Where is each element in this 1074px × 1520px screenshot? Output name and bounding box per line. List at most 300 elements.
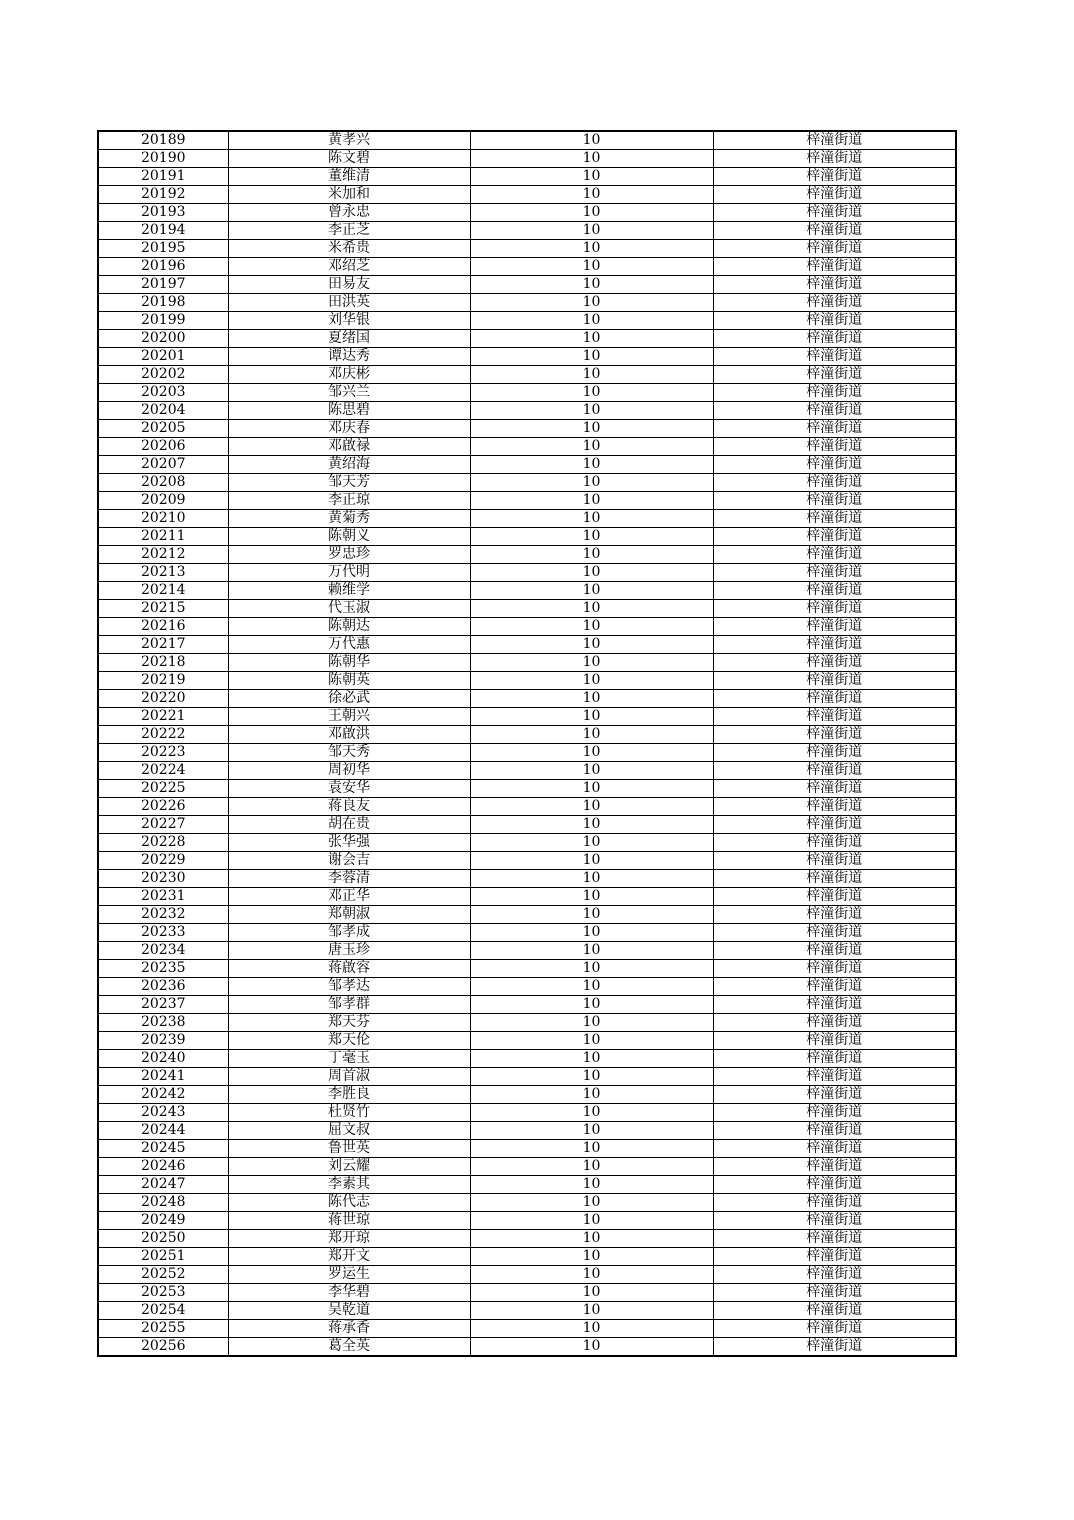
street-cell: 梓潼街道 (713, 636, 956, 654)
table-row (98, 1086, 956, 1104)
table-row (98, 798, 956, 816)
row-number-cell: 20223 (98, 744, 228, 762)
table-row (98, 438, 956, 456)
table-row (98, 1104, 956, 1122)
amount-cell: 10 (470, 780, 713, 798)
row-number-cell: 20235 (98, 960, 228, 978)
table-row (98, 600, 956, 618)
amount-cell: 10 (470, 131, 713, 150)
name-cell: 邓绍芝 (228, 258, 470, 276)
street-cell: 梓潼街道 (713, 546, 956, 564)
name-cell: 徐必武 (228, 690, 470, 708)
table-row (98, 780, 956, 798)
street-cell: 梓潼街道 (713, 906, 956, 924)
name-cell: 田洪英 (228, 294, 470, 312)
name-cell: 袁安华 (228, 780, 470, 798)
row-number-cell: 20190 (98, 150, 228, 168)
row-number-cell: 20238 (98, 1014, 228, 1032)
table-row (98, 1140, 956, 1158)
table-row (98, 654, 956, 672)
street-cell: 梓潼街道 (713, 204, 956, 222)
amount-cell: 10 (470, 636, 713, 654)
name-cell: 夏绪国 (228, 330, 470, 348)
row-number-cell: 20212 (98, 546, 228, 564)
table-row (98, 942, 956, 960)
row-number-cell: 20209 (98, 492, 228, 510)
table-row (98, 510, 956, 528)
amount-cell: 10 (470, 942, 713, 960)
table-row (98, 312, 956, 330)
table-row (98, 1320, 956, 1338)
name-cell: 邓啟禄 (228, 438, 470, 456)
amount-cell: 10 (470, 258, 713, 276)
street-cell: 梓潼街道 (713, 744, 956, 762)
amount-cell: 10 (470, 1266, 713, 1284)
amount-cell: 10 (470, 1122, 713, 1140)
table-row (98, 222, 956, 240)
name-cell: 张华强 (228, 834, 470, 852)
amount-cell: 10 (470, 1014, 713, 1032)
table-row (98, 204, 956, 222)
table-row (98, 1302, 956, 1320)
table-row (98, 168, 956, 186)
name-cell: 李华碧 (228, 1284, 470, 1302)
amount-cell: 10 (470, 276, 713, 294)
row-number-cell: 20254 (98, 1302, 228, 1320)
amount-cell: 10 (470, 312, 713, 330)
amount-cell: 10 (470, 492, 713, 510)
table-row (98, 276, 956, 294)
table-row (98, 528, 956, 546)
amount-cell: 10 (470, 852, 713, 870)
amount-cell: 10 (470, 150, 713, 168)
amount-cell: 10 (470, 1158, 713, 1176)
street-cell: 梓潼街道 (713, 654, 956, 672)
street-cell: 梓潼街道 (713, 384, 956, 402)
name-cell: 唐玉珍 (228, 942, 470, 960)
row-number-cell: 20246 (98, 1158, 228, 1176)
table-row (98, 708, 956, 726)
amount-cell: 10 (470, 1302, 713, 1320)
name-cell: 邹孝群 (228, 996, 470, 1014)
row-number-cell: 20191 (98, 168, 228, 186)
amount-cell: 10 (470, 744, 713, 762)
street-cell: 梓潼街道 (713, 978, 956, 996)
name-cell: 陈朝华 (228, 654, 470, 672)
name-cell: 黄孝兴 (228, 131, 470, 150)
row-number-cell: 20199 (98, 312, 228, 330)
table-row (98, 834, 956, 852)
name-cell: 罗运生 (228, 1266, 470, 1284)
amount-cell: 10 (470, 618, 713, 636)
name-cell: 谭达秀 (228, 348, 470, 366)
amount-cell: 10 (470, 348, 713, 366)
table-row (98, 1194, 956, 1212)
amount-cell: 10 (470, 600, 713, 618)
street-cell: 梓潼街道 (713, 924, 956, 942)
amount-cell: 10 (470, 924, 713, 942)
row-number-cell: 20211 (98, 528, 228, 546)
name-cell: 万代惠 (228, 636, 470, 654)
row-number-cell: 20234 (98, 942, 228, 960)
table-row (98, 474, 956, 492)
name-cell: 李素其 (228, 1176, 470, 1194)
table-row (98, 1248, 956, 1266)
row-number-cell: 20203 (98, 384, 228, 402)
name-cell: 屈文叔 (228, 1122, 470, 1140)
row-number-cell: 20220 (98, 690, 228, 708)
amount-cell: 10 (470, 1194, 713, 1212)
table-row (98, 330, 956, 348)
street-cell: 梓潼街道 (713, 150, 956, 168)
row-number-cell: 20208 (98, 474, 228, 492)
name-cell: 罗忠珍 (228, 546, 470, 564)
amount-cell: 10 (470, 1338, 713, 1357)
table-row (98, 906, 956, 924)
amount-cell: 10 (470, 168, 713, 186)
amount-cell: 10 (470, 978, 713, 996)
table-row (98, 420, 956, 438)
street-cell: 梓潼街道 (713, 708, 956, 726)
table-row (98, 186, 956, 204)
table-row (98, 150, 956, 168)
name-cell: 周初华 (228, 762, 470, 780)
amount-cell: 10 (470, 1086, 713, 1104)
street-cell: 梓潼街道 (713, 1032, 956, 1050)
row-number-cell: 20256 (98, 1338, 228, 1357)
row-number-cell: 20241 (98, 1068, 228, 1086)
street-cell: 梓潼街道 (713, 582, 956, 600)
row-number-cell: 20242 (98, 1086, 228, 1104)
row-number-cell: 20200 (98, 330, 228, 348)
street-cell: 梓潼街道 (713, 456, 956, 474)
street-cell: 梓潼街道 (713, 294, 956, 312)
street-cell: 梓潼街道 (713, 834, 956, 852)
row-number-cell: 20196 (98, 258, 228, 276)
table-row (98, 258, 956, 276)
table-row (98, 402, 956, 420)
amount-cell: 10 (470, 690, 713, 708)
amount-cell: 10 (470, 816, 713, 834)
table-row (98, 1338, 956, 1357)
name-cell: 邓庆彬 (228, 366, 470, 384)
name-cell: 胡在贵 (228, 816, 470, 834)
row-number-cell: 20195 (98, 240, 228, 258)
table-row (98, 870, 956, 888)
name-cell: 邓正华 (228, 888, 470, 906)
amount-cell: 10 (470, 456, 713, 474)
row-number-cell: 20217 (98, 636, 228, 654)
row-number-cell: 20192 (98, 186, 228, 204)
row-number-cell: 20216 (98, 618, 228, 636)
street-cell: 梓潼街道 (713, 222, 956, 240)
roster-table-body (98, 131, 956, 1356)
table-row (98, 1176, 956, 1194)
name-cell: 李正芝 (228, 222, 470, 240)
row-number-cell: 20202 (98, 366, 228, 384)
table-row (98, 384, 956, 402)
street-cell: 梓潼街道 (713, 492, 956, 510)
row-number-cell: 20252 (98, 1266, 228, 1284)
name-cell: 李胜良 (228, 1086, 470, 1104)
amount-cell: 10 (470, 1320, 713, 1338)
amount-cell: 10 (470, 528, 713, 546)
name-cell: 邹天芳 (228, 474, 470, 492)
street-cell: 梓潼街道 (713, 1050, 956, 1068)
roster-table (97, 130, 957, 1357)
street-cell: 梓潼街道 (713, 186, 956, 204)
amount-cell: 10 (470, 564, 713, 582)
street-cell: 梓潼街道 (713, 1086, 956, 1104)
table-row (98, 1158, 956, 1176)
name-cell: 代玉淑 (228, 600, 470, 618)
table-row (98, 348, 956, 366)
name-cell: 李正琼 (228, 492, 470, 510)
street-cell: 梓潼街道 (713, 1194, 956, 1212)
street-cell: 梓潼街道 (713, 366, 956, 384)
table-row (98, 726, 956, 744)
street-cell: 梓潼街道 (713, 240, 956, 258)
table-row (98, 492, 956, 510)
street-cell: 梓潼街道 (713, 816, 956, 834)
amount-cell: 10 (470, 960, 713, 978)
row-number-cell: 20240 (98, 1050, 228, 1068)
street-cell: 梓潼街道 (713, 1068, 956, 1086)
name-cell: 邹孝达 (228, 978, 470, 996)
amount-cell: 10 (470, 1212, 713, 1230)
street-cell: 梓潼街道 (713, 618, 956, 636)
name-cell: 米加和 (228, 186, 470, 204)
row-number-cell: 20229 (98, 852, 228, 870)
row-number-cell: 20250 (98, 1230, 228, 1248)
name-cell: 丁毫玉 (228, 1050, 470, 1068)
table-row (98, 852, 956, 870)
table-row (98, 1266, 956, 1284)
table-row (98, 636, 956, 654)
street-cell: 梓潼街道 (713, 996, 956, 1014)
amount-cell: 10 (470, 1068, 713, 1086)
street-cell: 梓潼街道 (713, 312, 956, 330)
row-number-cell: 20215 (98, 600, 228, 618)
row-number-cell: 20197 (98, 276, 228, 294)
street-cell: 梓潼街道 (713, 168, 956, 186)
amount-cell: 10 (470, 996, 713, 1014)
table-row (98, 1050, 956, 1068)
amount-cell: 10 (470, 834, 713, 852)
name-cell: 陈思碧 (228, 402, 470, 420)
street-cell: 梓潼街道 (713, 726, 956, 744)
amount-cell: 10 (470, 546, 713, 564)
name-cell: 李蓉清 (228, 870, 470, 888)
amount-cell: 10 (470, 798, 713, 816)
table-row (98, 1068, 956, 1086)
name-cell: 鲁世英 (228, 1140, 470, 1158)
name-cell: 曾永忠 (228, 204, 470, 222)
row-number-cell: 20232 (98, 906, 228, 924)
amount-cell: 10 (470, 1104, 713, 1122)
amount-cell: 10 (470, 654, 713, 672)
street-cell: 梓潼街道 (713, 131, 956, 150)
street-cell: 梓潼街道 (713, 1158, 956, 1176)
row-number-cell: 20206 (98, 438, 228, 456)
amount-cell: 10 (470, 510, 713, 528)
row-number-cell: 20193 (98, 204, 228, 222)
name-cell: 董维清 (228, 168, 470, 186)
amount-cell: 10 (470, 906, 713, 924)
street-cell: 梓潼街道 (713, 474, 956, 492)
amount-cell: 10 (470, 294, 713, 312)
amount-cell: 10 (470, 204, 713, 222)
name-cell: 田易友 (228, 276, 470, 294)
table-row (98, 924, 956, 942)
table-row (98, 131, 956, 150)
street-cell: 梓潼街道 (713, 960, 956, 978)
row-number-cell: 20247 (98, 1176, 228, 1194)
row-number-cell: 20237 (98, 996, 228, 1014)
table-row (98, 546, 956, 564)
amount-cell: 10 (470, 222, 713, 240)
street-cell: 梓潼街道 (713, 798, 956, 816)
table-row (98, 1122, 956, 1140)
row-number-cell: 20231 (98, 888, 228, 906)
street-cell: 梓潼街道 (713, 528, 956, 546)
table-row (98, 564, 956, 582)
amount-cell: 10 (470, 708, 713, 726)
amount-cell: 10 (470, 1284, 713, 1302)
street-cell: 梓潼街道 (713, 1248, 956, 1266)
amount-cell: 10 (470, 366, 713, 384)
name-cell: 陈文碧 (228, 150, 470, 168)
name-cell: 郑天伦 (228, 1032, 470, 1050)
name-cell: 蒋良友 (228, 798, 470, 816)
amount-cell: 10 (470, 1050, 713, 1068)
row-number-cell: 20224 (98, 762, 228, 780)
amount-cell: 10 (470, 330, 713, 348)
row-number-cell: 20221 (98, 708, 228, 726)
row-number-cell: 20245 (98, 1140, 228, 1158)
name-cell: 米希贵 (228, 240, 470, 258)
name-cell: 蒋承香 (228, 1320, 470, 1338)
table-row (98, 978, 956, 996)
street-cell: 梓潼街道 (713, 438, 956, 456)
table-row (98, 960, 956, 978)
street-cell: 梓潼街道 (713, 852, 956, 870)
amount-cell: 10 (470, 726, 713, 744)
name-cell: 陈朝义 (228, 528, 470, 546)
table-row (98, 690, 956, 708)
name-cell: 郑朝淑 (228, 906, 470, 924)
row-number-cell: 20219 (98, 672, 228, 690)
amount-cell: 10 (470, 474, 713, 492)
amount-cell: 10 (470, 186, 713, 204)
amount-cell: 10 (470, 1032, 713, 1050)
row-number-cell: 20255 (98, 1320, 228, 1338)
row-number-cell: 20236 (98, 978, 228, 996)
amount-cell: 10 (470, 240, 713, 258)
name-cell: 王朝兴 (228, 708, 470, 726)
amount-cell: 10 (470, 1248, 713, 1266)
name-cell: 万代明 (228, 564, 470, 582)
street-cell: 梓潼街道 (713, 348, 956, 366)
amount-cell: 10 (470, 762, 713, 780)
name-cell: 赖维学 (228, 582, 470, 600)
row-number-cell: 20213 (98, 564, 228, 582)
street-cell: 梓潼街道 (713, 420, 956, 438)
row-number-cell: 20194 (98, 222, 228, 240)
row-number-cell: 20207 (98, 456, 228, 474)
name-cell: 陈代志 (228, 1194, 470, 1212)
street-cell: 梓潼街道 (713, 1140, 956, 1158)
row-number-cell: 20227 (98, 816, 228, 834)
row-number-cell: 20218 (98, 654, 228, 672)
name-cell: 黄绍海 (228, 456, 470, 474)
street-cell: 梓潼街道 (713, 1122, 956, 1140)
street-cell: 梓潼街道 (713, 564, 956, 582)
table-row (98, 1212, 956, 1230)
name-cell: 蒋啟容 (228, 960, 470, 978)
row-number-cell: 20243 (98, 1104, 228, 1122)
street-cell: 梓潼街道 (713, 510, 956, 528)
street-cell: 梓潼街道 (713, 942, 956, 960)
table-row (98, 996, 956, 1014)
row-number-cell: 20239 (98, 1032, 228, 1050)
table-row (98, 582, 956, 600)
row-number-cell: 20198 (98, 294, 228, 312)
table-row (98, 618, 956, 636)
table-row (98, 456, 956, 474)
name-cell: 陈朝达 (228, 618, 470, 636)
name-cell: 蒋世琼 (228, 1212, 470, 1230)
street-cell: 梓潼街道 (713, 600, 956, 618)
street-cell: 梓潼街道 (713, 1302, 956, 1320)
amount-cell: 10 (470, 888, 713, 906)
street-cell: 梓潼街道 (713, 1320, 956, 1338)
table-row (98, 1014, 956, 1032)
table-row (98, 1284, 956, 1302)
row-number-cell: 20210 (98, 510, 228, 528)
street-cell: 梓潼街道 (713, 1266, 956, 1284)
name-cell: 邹兴兰 (228, 384, 470, 402)
row-number-cell: 20244 (98, 1122, 228, 1140)
amount-cell: 10 (470, 1230, 713, 1248)
street-cell: 梓潼街道 (713, 1176, 956, 1194)
name-cell: 周首淑 (228, 1068, 470, 1086)
row-number-cell: 20222 (98, 726, 228, 744)
street-cell: 梓潼街道 (713, 1338, 956, 1357)
street-cell: 梓潼街道 (713, 402, 956, 420)
street-cell: 梓潼街道 (713, 870, 956, 888)
street-cell: 梓潼街道 (713, 1230, 956, 1248)
row-number-cell: 20228 (98, 834, 228, 852)
street-cell: 梓潼街道 (713, 1104, 956, 1122)
row-number-cell: 20204 (98, 402, 228, 420)
table-row (98, 762, 956, 780)
amount-cell: 10 (470, 870, 713, 888)
row-number-cell: 20226 (98, 798, 228, 816)
name-cell: 邹天秀 (228, 744, 470, 762)
street-cell: 梓潼街道 (713, 672, 956, 690)
name-cell: 吴乾道 (228, 1302, 470, 1320)
amount-cell: 10 (470, 672, 713, 690)
row-number-cell: 20249 (98, 1212, 228, 1230)
street-cell: 梓潼街道 (713, 276, 956, 294)
name-cell: 刘云耀 (228, 1158, 470, 1176)
name-cell: 谢会吉 (228, 852, 470, 870)
street-cell: 梓潼街道 (713, 330, 956, 348)
table-row (98, 240, 956, 258)
amount-cell: 10 (470, 438, 713, 456)
street-cell: 梓潼街道 (713, 690, 956, 708)
